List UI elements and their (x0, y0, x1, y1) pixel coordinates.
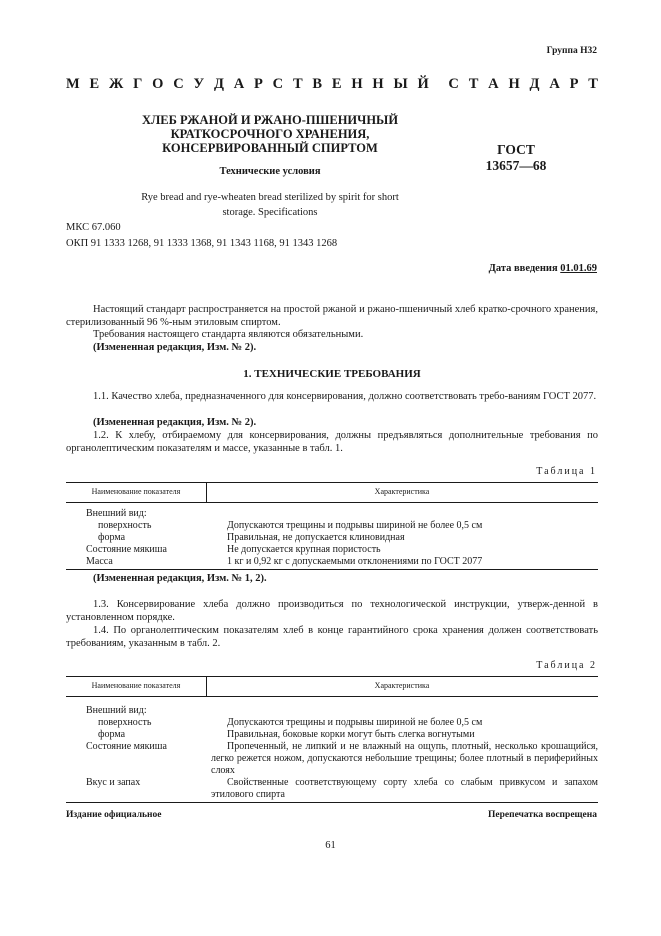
group-label: Группа Н32 (546, 46, 597, 56)
headline-letter: Р (569, 76, 579, 92)
title-line: КРАТКОСРОЧНОГО ХРАНЕНИЯ, (170, 127, 370, 141)
gost-code: 13657—68 (485, 158, 547, 173)
english-title-line: Rye bread and rye-wheaten bread sterilized by spirit for short (141, 192, 399, 203)
table-1-row-value: 1 кг и 0,92 кг с допускаемыми отклонениями по ГОСТ 2077 (227, 556, 483, 567)
table-1-top-rule (66, 482, 598, 483)
clause-1-3: 1.3. Консервирование хлеба должно производиться по технологической инструкции, утверж-денной в установленном порядке. (66, 599, 598, 623)
gost-label: ГОСТ (497, 142, 535, 157)
headline-letter: Т (588, 76, 598, 92)
table-2-top-rule (66, 676, 598, 677)
document-title (120, 113, 420, 155)
headline-letter: Д (213, 76, 224, 92)
classification-codes (66, 220, 337, 252)
headline-letter: Е (89, 76, 100, 92)
headline-letter: С (272, 76, 284, 92)
table-1-row-name: Состояние мякиша (86, 544, 167, 555)
table-1-row-value: Допускаются трещины и подрывы шириной не более 0,5 см (227, 520, 483, 531)
table-1-row-name: Масса (86, 556, 113, 567)
headline-letter: В (312, 76, 323, 92)
table-2-caption: Таблица 2 (536, 660, 597, 671)
headline-letter: Р (254, 76, 263, 92)
table-2-col-value-header: Характеристика (374, 681, 430, 690)
table-2-row-value: Пропеченный, не липкий и не влажный на ощупь, плотный, несколько крошащийся, легко режется ножом, допускаются небольшие трещины; более плотный в периферийных слоях (211, 741, 598, 776)
table-2-header-rule (66, 696, 598, 697)
headline-letter: Ы (393, 76, 408, 92)
headline-letter: А (488, 76, 499, 92)
table-2-col-name-header: Наименование показателя (91, 681, 181, 690)
table-2-row-name: Внешний вид: (86, 705, 147, 716)
table-2-bottom-rule (66, 802, 598, 803)
intro-paragraph-mandatory: Требования настоящего стандарта являются обязательными. (93, 329, 364, 340)
table-2-row-value: Свойственные соответствующему сорту хлеба со слабым привкусом и запахом этилового спирта (211, 777, 598, 800)
table-1-col-name-header: Наименование показателя (91, 487, 181, 496)
headline-letter: М (66, 76, 80, 92)
title-line: КОНСЕРВИРОВАННЫЙ СПИРТОМ (162, 141, 378, 155)
table-1-row-value: Правильная, не допускается клиновидная (227, 532, 405, 543)
intro-paragraph: Настоящий стандарт распространяется на простой ржаной и ржано-пшеничный хлеб кратко-срочного хранения, стерилизованный 96 %-ным этиловым спиртом. (66, 304, 598, 328)
clause-1-1: 1.1. Качество хлеба, предназначенного для консервирования, должно соответствовать требо-ваниям ГОСТ 2077. (93, 391, 597, 402)
table-2-row-name: Вкус и запах (86, 777, 141, 788)
date-value: 01.01.69 (560, 263, 597, 274)
table-2-row-name: Состояние мякиша (86, 741, 167, 752)
document-subtitle: Технические условия (219, 166, 321, 177)
headline-letter: Й (417, 76, 429, 92)
official-edition-label: Издание официальное (66, 810, 162, 820)
headline-letter: У (193, 76, 205, 92)
headline-letter: Н (351, 76, 363, 92)
headline-letter: Г (133, 76, 143, 92)
okp-code: ОКП 91 1333 1268, 91 1333 1368, 91 1343 1168, 91 1343 1268 (66, 238, 338, 249)
english-title (120, 190, 420, 220)
headline-letter: Т (292, 76, 303, 92)
date-label: Дата введения (488, 263, 561, 274)
table-1-row-name: поверхность (98, 520, 152, 531)
headline-letter: Д (529, 76, 540, 92)
clause-1-2: 1.2. К хлебу, отбираемому для консервирования, должны предъявляться дополнительные требования по органолептическим показателям и массе, указанные в табл. 1. (66, 430, 598, 454)
table-1-row-name: форма (98, 532, 126, 543)
table-1-bottom-rule (66, 569, 598, 570)
headline-letter: Н (372, 76, 384, 92)
headline-letter: О (152, 76, 164, 92)
clause-1-4: 1.4. По органолептическим показателям хлеб в конце гарантийного срока хранения должен соответствовать требованиям, указанным в табл. 2. (66, 625, 598, 649)
table-1-col-value-header: Характеристика (374, 487, 430, 496)
table-1-header-rule (66, 502, 598, 503)
headline-letter: Н (508, 76, 520, 92)
table-2-row-value: Правильная, боковые корки могут быть слегка вогнутыми (227, 729, 475, 740)
table-1-caption: Таблица 1 (536, 466, 597, 477)
mks-code: МКС 67.060 (66, 222, 121, 233)
title-line: ХЛЕБ РЖАНОЙ И РЖАНО-ПШЕНИЧНЫЙ (141, 113, 399, 127)
headline-letter: Ж (108, 76, 124, 92)
reprint-prohibited-label: Перепечатка воспрещена (487, 810, 597, 820)
headline-letter: А (233, 76, 245, 92)
headline-letter: Е (331, 76, 342, 92)
headline-letter: Т (468, 76, 479, 92)
table-2-row-name: форма (98, 729, 126, 740)
table-2-row-value: Допускаются трещины и подрывы шириной не более 0,5 см (227, 717, 483, 728)
table-1-row-name: Внешний вид: (86, 508, 147, 519)
section-heading: 1. ТЕХНИЧЕСКИЕ ТРЕБОВАНИЯ (243, 368, 421, 380)
interstate-standard-headline (66, 76, 598, 93)
headline-letter: А (549, 76, 560, 92)
gost-number (466, 142, 566, 174)
headline-letter: С (448, 76, 459, 92)
table-1-row-value: Не допускается крупная пористость (227, 544, 381, 555)
headline-letter: С (173, 76, 184, 92)
table-1-amendment-note: (Измененная редакция, Изм. № 1, 2). (93, 573, 267, 584)
intro-amendment-note: (Измененная редакция, Изм. № 2). (93, 342, 257, 353)
table-2-row-name: поверхность (98, 717, 152, 728)
introduction-date (489, 263, 597, 274)
clause-1-1-amendment: (Измененная редакция, Изм. № 2). (93, 417, 257, 428)
page-number: 61 (325, 840, 336, 851)
english-title-line: storage. Specifications (222, 207, 318, 218)
